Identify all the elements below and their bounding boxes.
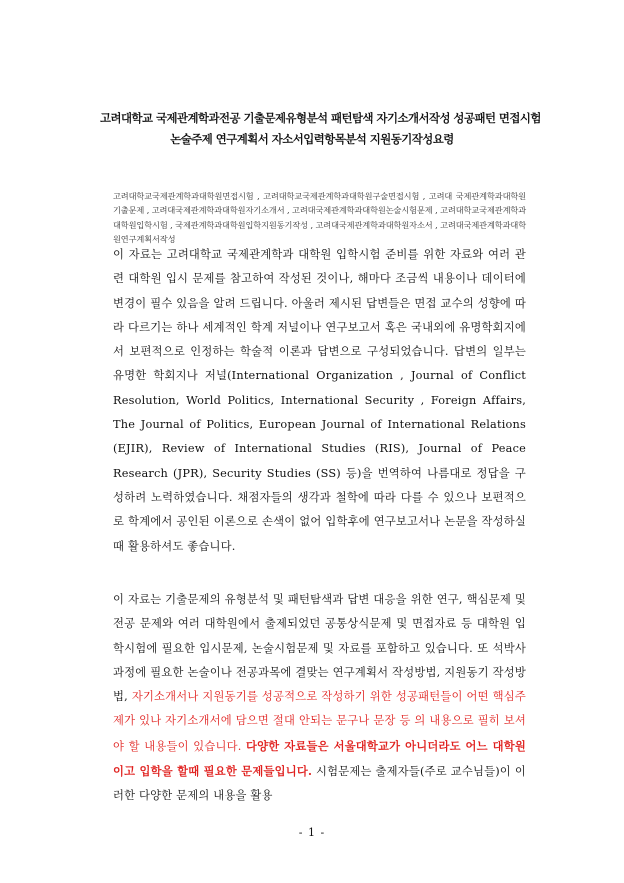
contents-paragraph	[113, 588, 526, 809]
keyword-tags: 고려대학교국제관계학과대학원면접시험 , 고려대학교국제관계학과대학원구술면접시험 , 고려대 국제관계학과대학원기출문제 , 고려대국제관계학과대학원자기소개서 , 고려대국제관계학과대학원논술시험문제 , 고려대학교국제관계학과대학원입학시험 , 국제관계학과대학원입학지원동기작성 , 고려대국제관계학과대학원자소서 , 고려대국제관계학과대학원연구계획서작성	[113, 191, 526, 244]
paragraph-tail-text: 시험문제는 출제자들(주로 교수님들)이 이러한 다양한 문제의 내용을 활용	[113, 765, 526, 803]
highlighted-text: 자기소개서나 지원동기를 성공적으로 작성하기 위한 성공패턴들이 어떤 핵심주제가 있나 자기소개서에 담으면 절대 안되는 문구나 문장 등 의 내용으로 필히 보셔야 할 내용들이 있습니다.	[113, 690, 526, 753]
highlighted-bold-text: 다양한 자료들은 서울대학교가 아니더라도 어느 대학원이고 입학을 할때 필요한 문제들입니다.	[113, 738, 526, 779]
intro-paragraph: 이 자료는 고려대학교 국제관계학과 대학원 입학시험 준비를 위한 자료와 여러 관련 대학원 입시 문제를 참고하여 작성된 것이나, 해마다 조금씩 내용이나 데이터에 변경이 필수 있음을 알려 드립니다. 아울러 제시된 답변들은 면접 교수의 성향에 따라 다르기는 하나 세계적인 학계 저널이나 연구보고서 혹은 국내외에 유명학회지에서 보편적으로 인정하는 학술적 이론과 답변으로 구성되었습니다. 답변의 일부는 유명한 학회지나 저널(International Organization , Journal of Conflict Resolution, World Politics, International Security , Foreign Affairs, The Journal of Politics, European Journal of International Relations (EJIR), Review of International Studies (RIS), Journal of Peace Research (JPR), Security Studies (SS) 등)을 번역하여 나름대로 정답을 구성하려 노력하였습니다. 채점자들의 생각과 철학에 따라 다를 수 있으나 보편적으로 학계에서 공인된 이론으로 손색이 없어 입학후에 연구보고서나 논문을 작성하실 때 활용하셔도 좋습니다.	[113, 248, 526, 553]
document-title-line-2: 논술주제 연구계획서 자소서입력항목분석 지원동기작성요령	[170, 132, 454, 146]
page-number: - 1 -	[298, 826, 326, 839]
paragraph-text: 이 자료는 기출문제의 유형분석 및 패턴탐색과 답변 대응을 위한 연구, 핵심문제 및 전공 문제와 여러 대학원에서 출제되었던 공통상식문제 및 면접자료 등 대학원 입학시험에 필요한 입시문제, 논술시험문제 및 자료를 포함하고 있습니다. 또 석박사 과정에 필요한 논술이나 전공과목에 결맞는 연구계획서 작성방법, 지원동기 작성방법,	[113, 593, 526, 704]
document-title-line-1: 고려대학교 국제관계학과전공 기출문제유형분석 패턴탐색 자기소개서작성 성공패턴 면접시험	[100, 111, 541, 125]
